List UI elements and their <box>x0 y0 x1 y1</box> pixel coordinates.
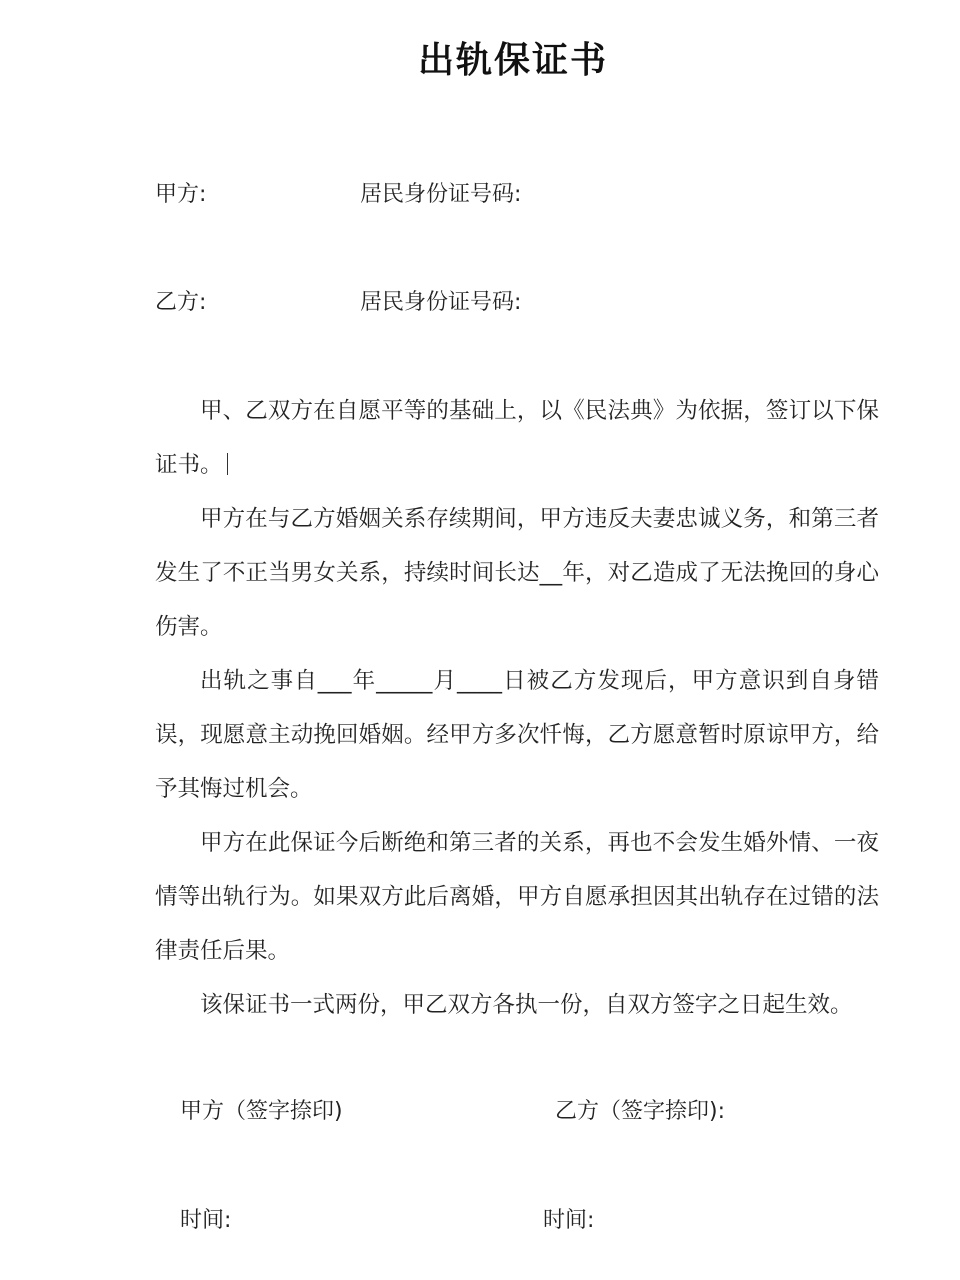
paragraph-intro-text: 甲、乙双方在自愿平等的基础上，以《民法典》为依据，签订以下保证书。 <box>155 398 879 478</box>
paragraph-violation: 甲方在与乙方婚姻关系存续期间，甲方违反夫妻忠诚义务，和第三者发生了不正当男女关系，持续时间长达__年，对乙造成了无法挽回的身心伤害。 <box>155 506 879 640</box>
party-b-time-label: 时间: <box>543 1208 595 1233</box>
party-a-row <box>155 180 755 210</box>
party-b-row <box>155 288 755 318</box>
party-b-label: 乙方: <box>155 290 207 315</box>
party-a-signature-label: 甲方（签字捺印) <box>180 1099 343 1124</box>
party-a-label: 甲方: <box>155 182 207 207</box>
party-b-signature-label: 乙方（签字捺印): <box>555 1099 725 1124</box>
paragraph-discovery: 出轨之事自___年_____月____日被乙方发现后，甲方意识到自身错误，现愿意主动挽回婚姻。经甲方多次忏悔，乙方愿意暂时原谅甲方，给予其悔过机会。 <box>155 668 879 802</box>
document-title: 出轨保证书 <box>417 40 608 81</box>
text-cursor <box>227 453 229 475</box>
document-body <box>155 384 879 1032</box>
party-a-id-label: 居民身份证号码: <box>360 182 522 207</box>
paragraph-effect: 该保证书一式两份，甲乙双方各执一份，自双方签字之日起生效。 <box>200 992 853 1018</box>
paragraph-intro <box>155 384 879 492</box>
party-a-time-label: 时间: <box>180 1208 232 1233</box>
party-b-id-label: 居民身份证号码: <box>360 290 522 315</box>
paragraph-guarantee: 甲方在此保证今后断绝和第三者的关系，再也不会发生婚外情、一夜情等出轨行为。如果双方此后离婚，甲方自愿承担因其出轨存在过错的法律责任后果。 <box>155 830 879 964</box>
